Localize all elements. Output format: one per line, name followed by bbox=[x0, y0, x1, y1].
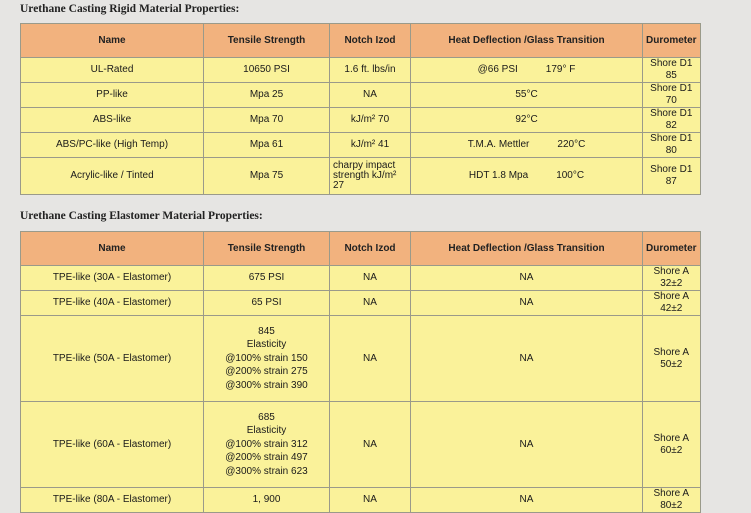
heat-value: NA bbox=[411, 266, 643, 291]
tensile-line: @200% strain 497 bbox=[225, 452, 308, 464]
tensile-value: Mpa 70 bbox=[204, 108, 330, 133]
elastomer-properties-table bbox=[20, 231, 701, 513]
material-name: TPE-like (30A - Elastomer) bbox=[21, 266, 204, 291]
tensile-value: 675 PSI bbox=[204, 266, 330, 291]
column-header-heat: Heat Deflection /Glass Transition bbox=[411, 24, 643, 58]
tensile-line: 845 bbox=[258, 325, 275, 337]
elastomer-section-title: Urethane Casting Elastomer Material Properties: bbox=[20, 210, 263, 222]
column-header-durometer: Durometer bbox=[643, 24, 701, 58]
table-row bbox=[21, 291, 701, 316]
column-header-name: Name bbox=[21, 232, 204, 266]
tensile-value: 1, 900 bbox=[204, 488, 330, 513]
notch-value: NA bbox=[330, 402, 411, 488]
durometer-value: Shore A 60±2 bbox=[643, 402, 701, 488]
table-row bbox=[21, 266, 701, 291]
heat-value: 55°C bbox=[411, 83, 643, 108]
material-name: TPE-like (40A - Elastomer) bbox=[21, 291, 204, 316]
notch-value: 1.6 ft. lbs/in bbox=[330, 58, 411, 83]
table-row bbox=[21, 158, 701, 195]
durometer-value: Shore D1 85 bbox=[643, 58, 701, 83]
table-row bbox=[21, 133, 701, 158]
heat-value: NA bbox=[411, 402, 643, 488]
tensile-line: 685 bbox=[258, 411, 275, 423]
heat-temperature: 100°C bbox=[556, 170, 585, 181]
heat-condition: HDT 1.8 Mpa bbox=[468, 170, 529, 181]
durometer-value: Shore D1 70 bbox=[643, 83, 701, 108]
column-header-notch: Notch Izod bbox=[330, 24, 411, 58]
table-header-row bbox=[21, 24, 701, 58]
column-header-tensile: Tensile Strength bbox=[204, 24, 330, 58]
durometer-value: Shore A 42±2 bbox=[643, 291, 701, 316]
material-name: PP-like bbox=[21, 83, 204, 108]
column-header-name: Name bbox=[21, 24, 204, 58]
material-name: TPE-like (50A - Elastomer) bbox=[21, 316, 204, 402]
tensile-value: 65 PSI bbox=[204, 291, 330, 316]
table-row bbox=[21, 58, 701, 83]
column-header-notch: Notch Izod bbox=[330, 232, 411, 266]
notch-value: charpy impact strength kJ/m² 27 bbox=[330, 158, 411, 195]
heat-value bbox=[411, 58, 643, 83]
notch-value: NA bbox=[330, 316, 411, 402]
heat-value: NA bbox=[411, 488, 643, 513]
durometer-value: Shore D1 80 bbox=[643, 133, 701, 158]
heat-temperature: 220°C bbox=[557, 139, 586, 150]
tensile-value: Mpa 75 bbox=[204, 158, 330, 195]
tensile-line: @100% strain 150 bbox=[225, 352, 308, 364]
heat-value: NA bbox=[411, 291, 643, 316]
table-header-row bbox=[21, 232, 701, 266]
tensile-line: Elasticity bbox=[246, 425, 287, 437]
notch-value: kJ/m² 70 bbox=[330, 108, 411, 133]
table-row bbox=[21, 402, 701, 488]
heat-condition: @66 PSI bbox=[477, 64, 518, 75]
tensile-value bbox=[204, 316, 330, 402]
material-name: Acrylic-like / Tinted bbox=[21, 158, 204, 195]
table-row bbox=[21, 316, 701, 402]
durometer-value: Shore A 80±2 bbox=[643, 488, 701, 513]
rigid-section-title: Urethane Casting Rigid Material Properties: bbox=[20, 3, 240, 15]
notch-value: NA bbox=[330, 266, 411, 291]
durometer-value: Shore D1 87 bbox=[643, 158, 701, 195]
table-row bbox=[21, 488, 701, 513]
tensile-value: Mpa 25 bbox=[204, 83, 330, 108]
material-name: TPE-like (60A - Elastomer) bbox=[21, 402, 204, 488]
heat-value: 92°C bbox=[411, 108, 643, 133]
rigid-properties-table bbox=[20, 23, 701, 195]
heat-value: NA bbox=[411, 316, 643, 402]
heat-temperature: 179° F bbox=[545, 64, 576, 75]
notch-value: NA bbox=[330, 488, 411, 513]
notch-value: NA bbox=[330, 83, 411, 108]
tensile-line: @300% strain 390 bbox=[225, 379, 308, 391]
tensile-line: Elasticity bbox=[246, 339, 287, 351]
column-header-heat: Heat Deflection /Glass Transition bbox=[411, 232, 643, 266]
column-header-tensile: Tensile Strength bbox=[204, 232, 330, 266]
tensile-value bbox=[204, 402, 330, 488]
tensile-line: @300% strain 623 bbox=[225, 465, 308, 477]
tensile-value: 10650 PSI bbox=[204, 58, 330, 83]
tensile-value: Mpa 61 bbox=[204, 133, 330, 158]
notch-value: NA bbox=[330, 291, 411, 316]
column-header-durometer: Durometer bbox=[643, 232, 701, 266]
material-name: ABS-like bbox=[21, 108, 204, 133]
material-name: ABS/PC-like (High Temp) bbox=[21, 133, 204, 158]
material-name: TPE-like (80A - Elastomer) bbox=[21, 488, 204, 513]
durometer-value: Shore D1 82 bbox=[643, 108, 701, 133]
durometer-value: Shore A 50±2 bbox=[643, 316, 701, 402]
table-row bbox=[21, 108, 701, 133]
tensile-line: @100% strain 312 bbox=[225, 438, 308, 450]
heat-value bbox=[411, 133, 643, 158]
table-row bbox=[21, 83, 701, 108]
material-name: UL-Rated bbox=[21, 58, 204, 83]
notch-value: kJ/m² 41 bbox=[330, 133, 411, 158]
heat-condition: T.M.A. Mettler bbox=[467, 139, 530, 150]
heat-value bbox=[411, 158, 643, 195]
durometer-value: Shore A 32±2 bbox=[643, 266, 701, 291]
tensile-line: @200% strain 275 bbox=[225, 366, 308, 378]
